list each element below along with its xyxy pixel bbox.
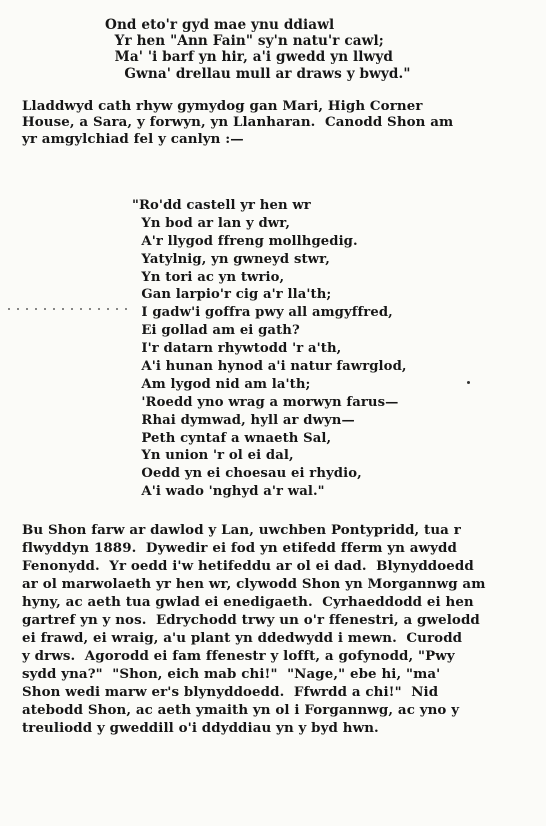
poem-line: Am lygod nid am la'th; bbox=[132, 376, 311, 392]
text-line: Shon wedi marw er's blynyddoedd. Ffwrdd a chi!" Nid bbox=[22, 684, 439, 700]
poem-line: Ei gollad am ei gath? bbox=[132, 323, 300, 339]
poem-line: A'r llygod ffreng mollhgedig. bbox=[132, 233, 358, 249]
print-speck bbox=[467, 381, 470, 384]
text-line: Lladdwyd cath rhyw gymydog gan Mari, High Corner bbox=[22, 98, 423, 114]
text-line: flwyddyn 1889. Dywedir ei fod yn etifedd fferm yn awydd bbox=[22, 540, 457, 556]
poem-line: Gan larpio'r cig a'r lla'th; bbox=[132, 287, 332, 303]
text-line: ei frawd, ei wraig, a'u plant yn ddedwydd i mewn. Curodd bbox=[22, 630, 463, 646]
verse-line: Ond eto'r gyd mae ynu ddiawl bbox=[105, 17, 335, 33]
text-line: ar ol marwolaeth yr hen wr, clywodd Shon yn Morgannwg am bbox=[22, 576, 486, 592]
poem-line: Yn bod ar lan y dwr, bbox=[132, 215, 291, 231]
text-line: atebodd Shon, ac aeth ymaith yn ol i Forgannwg, ac yno y bbox=[22, 702, 460, 718]
print-smudge bbox=[8, 308, 128, 310]
text-line: Fenonydd. Yr oedd i'w hetifeddu ar ol ei dad. Blynyddoedd bbox=[22, 558, 474, 574]
text-line: treuliodd y gweddill o'i ddyddiau yn y byd hwn. bbox=[22, 720, 379, 736]
text-line: House, a Sara, y forwyn, yn Llanharan. Canodd Shon am bbox=[22, 114, 454, 131]
text-line: yr amgylchiad fel y canlyn :— bbox=[22, 130, 244, 147]
poem-line: Yn tori ac yn twrio, bbox=[132, 269, 285, 285]
poem-line: I gadw'i goffra pwy all amgyffred, bbox=[132, 305, 393, 321]
poem-line: A'i wado 'nghyd a'r wal." bbox=[132, 484, 325, 500]
prose-paragraph-biography bbox=[22, 522, 526, 738]
prose-paragraph-intro bbox=[22, 98, 526, 147]
text-line: sydd yna?" "Shon, eich mab chi!" "Nage," ebe hi, "ma' bbox=[22, 666, 441, 682]
verse-line: Yr hen "Ann Fain" sy'n natu'r cawl; bbox=[105, 33, 384, 50]
text-line: hyny, ac aeth tua gwlad ei enedigaeth. Cyrhaeddodd ei hen bbox=[22, 594, 474, 610]
text-line: Bu Shon farw ar dawlod y Lan, uwchben Pontypridd, tua r bbox=[22, 522, 461, 538]
text-line: y drws. Agorodd ei fam ffenestr y lofft, a gofynodd, "Pwy bbox=[22, 648, 455, 664]
poem bbox=[132, 198, 462, 502]
poem-line: Oedd yn ei choesau ei rhydio, bbox=[132, 466, 362, 482]
poem-line: A'i hunan hynod a'i natur fawrglod, bbox=[132, 359, 407, 375]
poem-line: Peth cyntaf a wnaeth Sal, bbox=[132, 430, 332, 446]
verse-line: Ma' 'i barf yn hir, a'i gwedd yn llwyd bbox=[105, 49, 393, 66]
poem-line: 'Roedd yno wrag a morwyn farus— bbox=[132, 394, 399, 410]
poem-line: Yatylnig, yn gwneyd stwr, bbox=[132, 251, 330, 267]
poem-line: I'r datarn rhywtodd 'r a'th, bbox=[132, 341, 342, 357]
poem-line: "Ro'dd castell yr hen wr bbox=[132, 198, 311, 213]
verse-stanza bbox=[105, 17, 505, 82]
text-line: gartref yn y nos. Edrychodd trwy un o'r ffenestri, a gwelodd bbox=[22, 612, 480, 628]
verse-line: Gwna' drellau mull ar draws y bwyd." bbox=[105, 65, 411, 82]
poem-line: Yn union 'r ol ei dal, bbox=[132, 448, 294, 464]
poem-line: Rhai dymwad, hyll ar dwyn— bbox=[132, 412, 355, 428]
